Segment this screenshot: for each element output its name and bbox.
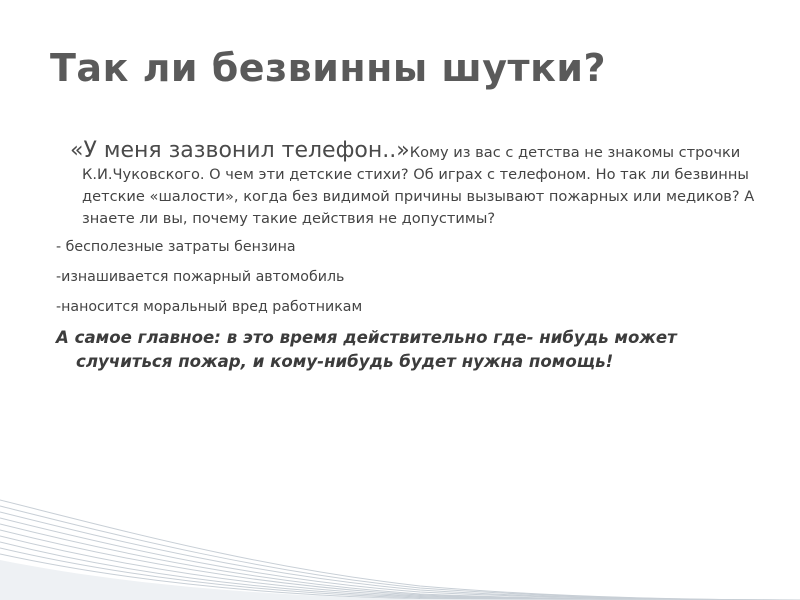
decorative-wave-lines xyxy=(0,490,800,600)
consequence-item: - бесполезные затраты бензина xyxy=(56,239,296,255)
intro-text: Кому из вас с детства не знакомы строчки К.И.Чуковского. О чем эти детские стихи? Об играх с телефоном. Но так ли безвинны детские «шалости», когда без видимой причины вызывают пожарных или медиков? А знаете ли вы, почему такие действия не допустимы? xyxy=(82,144,755,227)
consequence-item: -наносится моральный вред работникам xyxy=(56,299,363,315)
intro-quote: «У меня зазвонил телефон..» xyxy=(70,138,410,163)
emphasis-paragraph: А самое главное: в это время действительно где- нибудь может случиться пожар, и кому-нибудь будет нужна помощь! xyxy=(56,328,677,371)
consequence-item: -изнашивается пожарный автомобиль xyxy=(56,269,345,285)
slide-body xyxy=(56,140,756,374)
slide-title: Так ли безвинны шутки? xyxy=(50,46,607,90)
intro-paragraph xyxy=(56,140,756,230)
